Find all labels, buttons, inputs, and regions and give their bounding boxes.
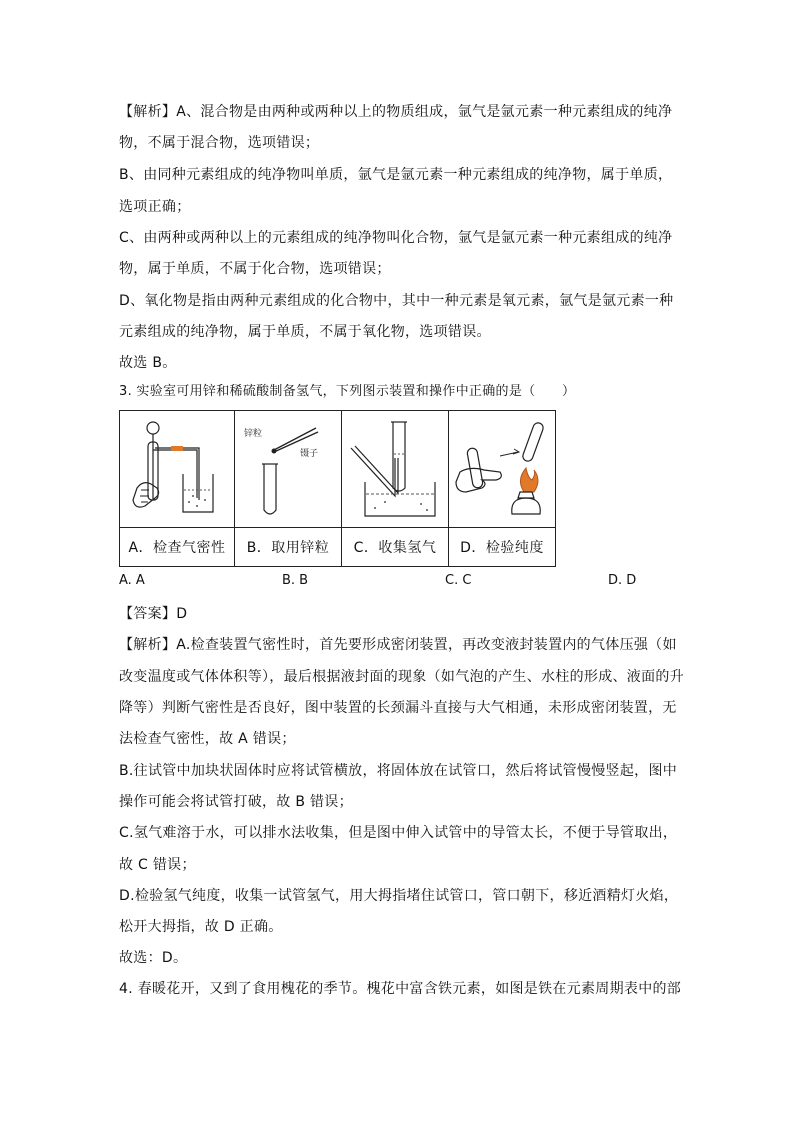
funnel-flask-apparatus-image bbox=[127, 414, 227, 524]
option-d: D. D bbox=[608, 573, 637, 588]
caption-d: D．检验纯度 bbox=[449, 528, 556, 567]
text-line: 元素组成的纯净物，属于单质，不属于氧化物，选项错误。 bbox=[119, 324, 491, 340]
text-line: 【解析】A、混合物是由两种或两种以上的物质组成，氩气是氩元素一种元素组成的纯净 bbox=[119, 104, 673, 120]
tweezers-test-tube-image bbox=[238, 414, 338, 524]
text-line: 操作可能会将试管打破，故 B 错误； bbox=[119, 794, 353, 810]
text-line: 降等）判断气密性是否良好，图中装置的长颈漏斗直接与大气相通，未形成密闭装置，无 bbox=[119, 700, 677, 716]
option-a: A. A bbox=[119, 573, 145, 588]
text-line: B、由同种元素组成的纯净物叫单质，氩气是氩元素一种元素组成的纯净物，属于单质， bbox=[119, 167, 673, 183]
text-line: B.往试管中加块状固体时应将试管横放，将固体放在试管口，然后将试管慢慢竖起，图中 bbox=[119, 763, 678, 779]
text-line: 物，不属于混合物，选项错误； bbox=[119, 135, 320, 151]
option-b: B. B bbox=[282, 573, 309, 588]
text-line: C、由两种或两种以上的元素组成的纯净物叫化合物，氩气是氩元素一种元素组成的纯净 bbox=[119, 230, 673, 246]
text-line: 【解析】A.检查装置气密性时，首先要形成密闭装置，再改变液封装置内的气体压强（如 bbox=[119, 637, 677, 653]
text-line: 物，属于单质，不属于化合物，选项错误； bbox=[119, 261, 391, 277]
question-4: 4. 春暖花开，又到了食用槐花的季节。槐花中富含铁元素，如图是铁在元素周期表中的部 bbox=[119, 981, 682, 997]
figure-b-zinc bbox=[235, 411, 342, 528]
caption-a: A．检查气密性 bbox=[120, 528, 235, 567]
lamp-test-image bbox=[452, 414, 552, 524]
figure-c-collect bbox=[342, 411, 449, 528]
caption-b: B．取用锌粒 bbox=[235, 528, 342, 567]
caption-c: C．收集氢气 bbox=[342, 528, 449, 567]
text-line: 选项正确； bbox=[119, 199, 191, 215]
water-collection-image bbox=[345, 414, 445, 524]
apparatus-figure bbox=[119, 410, 556, 567]
tweezers-label: 镊子 bbox=[300, 449, 319, 459]
text-line: 故 C 错误； bbox=[119, 857, 196, 873]
question-3: 3. 实验室可用锌和稀硫酸制备氢气，下列图示装置和操作中正确的是（ ） bbox=[119, 384, 576, 399]
text-line: 法检查气密性，故 A 错误； bbox=[119, 731, 296, 747]
text-line: D.检验氢气纯度，收集一试管氢气，用大拇指堵住试管口，管口朝下，移近酒精灯火焰， bbox=[119, 888, 679, 904]
text-line: 故选 B。 bbox=[119, 355, 177, 371]
zinc-label: 锌粒 bbox=[244, 429, 263, 439]
figure-d-purity bbox=[449, 411, 556, 528]
text-line: 故选：D。 bbox=[119, 950, 188, 966]
answer-line: 【答案】D bbox=[119, 606, 188, 622]
text-line: C.氢气难溶于水，可以排水法收集，但是图中伸入试管中的导管太长，不便于导管取出， bbox=[119, 825, 678, 841]
text-line: 改变温度或气体体积等），最后根据液封面的现象（如气泡的产生、水柱的形成、液面的升 bbox=[119, 669, 684, 685]
text-line: 松开大拇指，故 D 正确。 bbox=[119, 919, 283, 935]
option-c: C. C bbox=[445, 573, 472, 588]
text-line: D、氧化物是指由两种元素组成的化合物中，其中一种元素是氧元素，氩气是氩元素一种 bbox=[119, 293, 674, 309]
figure-a-airtightness bbox=[120, 411, 235, 528]
